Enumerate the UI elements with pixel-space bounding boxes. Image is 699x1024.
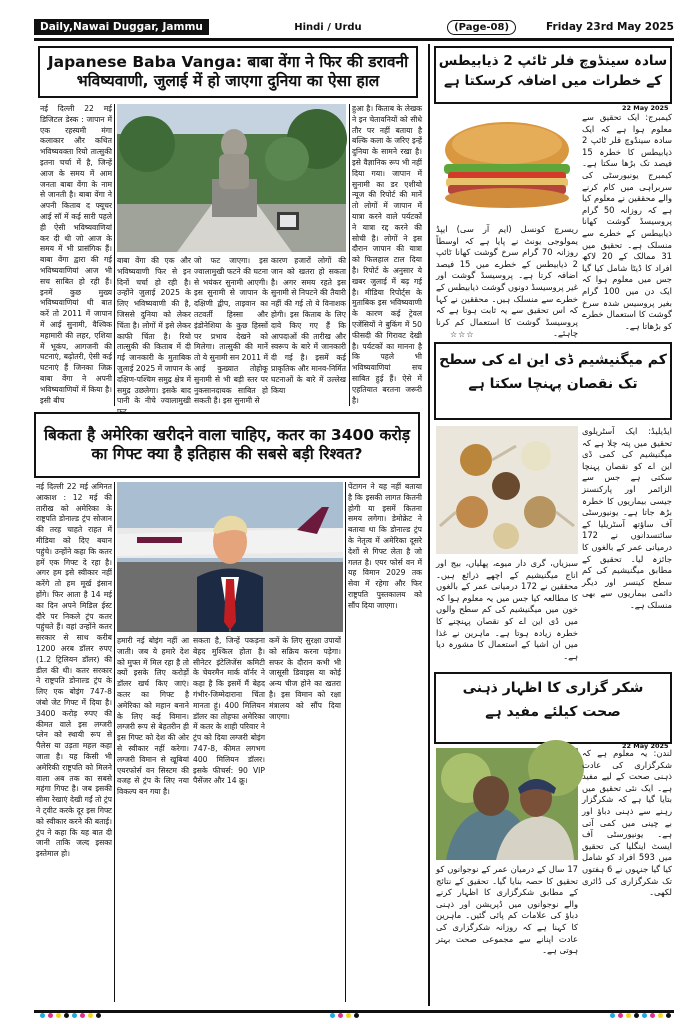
issue-date: Friday 23rd May 2025 [546, 21, 674, 33]
trump-image [117, 482, 343, 632]
col-rule [114, 104, 115, 406]
article1-col5: हुआ है। किताब के लेखक ने इन चेतावनियों को सीधे तौर पर नहीं बताया है बल्कि कला के जरिए इन्हें दुनिया के सामने रखा है। इसे वैज्ञानिक रूप भी नहीं दिया गया। जापान में सुनामी का डर एशीयो न्यूज की रिपोर्ट की मानें तो लोगों में जापान में यात्रा करने वाले पर्यटकों ने यात्रा रद्द करने की सोची है। लोगों ने इस दौरान जापान की यात्रा को फिलहाल टाल दिया है। रिपोर्ट के अनुसार ये खबर जुलाई में बढ़ गई है। मीडिया रिपोर्ट्स के मुताबिक इस भविष्यवाणी के कारण कई ट्रेवल एजेंसियों ने बुकिंग में 50 फीसदी की गिरावट देखी है। पर्यटकों का मानना है कि पहले भी भविष्यवाणियां सच साबित हुई हैं। ऐसे में एहतियात बरतना जरूरी है। [352, 104, 422, 405]
urdu1-headline [434, 46, 672, 104]
sandwich-photo [436, 112, 578, 220]
urdu2-headline [434, 342, 672, 420]
article2-col4: कमें के लिए सुरक्षा उपायों को सक्रिय करना पड़ेगा। सफर के दौरान कभी भी जासूसी डिवाइस या कोई अन्य चीज होने का खतरा है। इस विमान को रक्षा मंत्रालय को सौंप दिया जाएगा। [269, 636, 341, 721]
urdu3-col-right: لندن: یہ معلوم ہے کہ شکرگزاری کی عادت ذہنی صحت کے لیے مفید ہے۔ ایک نئی تحقیق میں بتایا گیا ہے کہ شکرگزار رہنے سے ذہنی دباؤ اور بے چینی میں کمی آتی ہے۔ یونیورسٹی آف ایسٹ اینگلیا کی تحقیق میں 593 افراد کو شامل کیا گیا جنہوں نے 6 ہفتوں تک شکرگزاری کی ڈائری لکھی۔ [582, 748, 673, 898]
section-divider [428, 44, 430, 1006]
registration-marks-right [610, 1013, 671, 1018]
col-rule [114, 482, 115, 1002]
urdu3-headline-line1: شکر گزاری کا اظہار ذہنی [462, 680, 644, 696]
urdu2-headline-line2: تک نقصان پہنچا سکتا ہے [468, 376, 638, 392]
article2-col1: नई दिल्ली 22 मई अमिनत आकाश : 12 मई की तारीख को अमेरिका के राष्ट्रपति डोनाल्ड ट्रंप सोजान की तरह चाहते राहत में मीडिया को दिए बयान पहुंचे। उन्होंने कहा कि कतर हमें एक गिफ्ट दे रहा है। अगर हम इसे स्वीकार नहीं करेंगे तो हम मूर्ख इंसान होंगे। फिर आता है 14 मई का दिन अपने मिडिल ईस्ट दौरे पर निकले ट्रंप कतर पहुंचते हैं। वहां उन्होंने कतर सरकार से साथ करीब 1200 अरब डॉलर रुपए (1.2 ट्रिलियन डॉलर) की डील की थी। कतर सरकार ने राष्ट्रपति डोनाल्ड ट्रंप के लिए एक बोइंग 747-8 जंबो जेट गिफ्ट में दिया है। 3400 करोड़ रुपए की कीमत वाले इस लग्जरी प्लेन को स्थायी रूप से पैलेस या उड़ता महल कहा जाता है। यह किसी भी अमेरिकी राष्ट्रपति को मिलने वाला अब तक का सबसे महंगा गिफ्ट है। जब इसकी सीमा रेखाएं देखी गईं तो ट्रंप ने ट्वीट करके दूर इस गिफ्ट को स्वीकार करने की बताई। ट्रंप ने कहा कि यह बात दी जानी ताकि जल्द इसका इस्तेमाल हो। [36, 482, 112, 859]
article1-headline: Japanese Baba Vanga: बाबा वेंगा ने फिर की डरावनी भविष्यवाणी, जुलाई में हो जाएगा दुनिया का ऐसा हाल [38, 46, 418, 98]
registration-marks-mid [330, 1013, 359, 1018]
masthead [34, 16, 674, 38]
article1-col2: बाबा वेंगा की एक और भविष्यवाणी फिर से इन दिनों चर्चा हो रही है। उन्होंने जुलाई 2025 के लिए भविष्यवाणी की है, जिससे दुनिया को लेकर चिंता है। लोगों में इसे लेकर काफी चिंता है। रियो तात्सुकी की किताब में दी गई जानकारी के मुताबिक जुलाई 2025 में जापान के दक्षिण-पश्चिम समुद्र क्षेत्र में समुद्र उछलेगा। इसके बाद पानी के नीचे ज्वालामुखी फट [117, 256, 191, 417]
urdu1-date: 22 May 2025 [622, 104, 669, 112]
urdu3-date: 22 May 2025 [622, 742, 669, 750]
article2-col2: हमारी नई बोइंग नहीं आ जाती। जब ये हमारे देश को मुफ्त में मिल रहा है तो क्यों इसके लिए करोड़ों डॉलर खर्च किए जाएं। कतर का गिफ्ट है अमेरिका को महान बनाने के लिए कई विमान। लग्जरी रूप से बेहतरीन ही इस गिफ्ट को देश की ओर से स्वीकार नहीं करेगा। लग्जरी विमान से खूबियां एयरफोर्स वन सिस्टम की वजह से ट्रंप के लिए नया विकल्प बन गया है। [117, 636, 189, 797]
article1-col4: कारण हजारों लोगों की जान को खतरा हो सकता है। अगर समय रहते इस सुनामी से निपटने की तैयारी नहीं की गई तो ये विनाशक होगी। इस किताब के लिए दावे किए गए हैं कि आपदाओं की तारीख और स्वरूप के बारे में जानकारी दी गई है। इसमें कई प्राकृतिक और मानव-निर्मित घटनाओं के बारे में उल्लेख किया [271, 256, 346, 395]
urdu3-headline-line2: صحت کیلئے مفید ہے [485, 704, 621, 720]
urdu3-headline [434, 672, 672, 744]
article1-col1: नई दिल्ली 22 मई डिजिटल डेस्क : जापान में एक रहस्यमी मंगा कलाकार और कथित भविष्यवक्ता रियो तात्सुकी इतना चर्चा में है, जिन्हें आज के समय में आम जनता बाबा वेंगा के नाम से जानती है। बाबा वेंगा ने अपनी किताब द फ्यूचर आई सॉ में कई सारी पहले ही ऐसी भविष्यवाणियां कर दी थी जो आज के समय में भी प्रासंगिक हैं। बाबा वेंगा द्वारा की गई भविष्यवाणियां आज भी सच साबित हो रही हैं। इनमें कुछ मुख्य भविष्यवाणियां थी बात करें तो 2011 में जापान में आई सुनामी, वैश्विक महामारी की लहर, एशिया में भूकंप, आगजनी की घटनाएं, बढ़ोतरी, ऐसी कई घटनाएं हैं जिनका जिक्र बाबा वेंगा ने अपनी भविष्यवाणियों में किया है। इसी बीच [40, 104, 112, 405]
header-rule [34, 38, 674, 41]
urdu2-col-right: ایڈیلیڈ: ایک آسٹریلوی تحقیق میں پتہ چلا ہے کہ میگنیشیم کی کمی ڈی این اے کو نقصان پہنچا سکتی ہے جس سے الزائمر اور پارکنسنز جیسی بیماریوں کا خطرہ بڑھ جاتا ہے۔ یونیورسٹی آف ساؤتھ آسٹریلیا کے سائنسدانوں نے 172 درمیانی عمر کے بالغوں کا جائزہ لیا۔ تحقیق کے مطابق میگنیشیم کی کم سطح کینسر اور دیگر دائمی بیماریوں سے بھی منسلک ہے۔ [582, 426, 672, 610]
urdu1-col-right: کیمبرج: ایک تحقیق سے معلوم ہوا ہے کہ ایک سادہ سینڈوچ فلر ٹائپ 2 ذیابیطس کا خطرہ 15 فیصد تک بڑھا سکتا ہے۔ کیمبرج یونیورسٹی کی سربراہی میں کام کرنے والے محققین نے معلوم کیا ہے کہ روزانہ 50 گرام پروسیسڈ گوشت کھانا ذیابیطس کے خطرے سے منسلک ہے۔ تحقیق میں 31 ممالک کے 20 لاکھ افراد کا ڈیٹا شامل کیا گیا جس میں معلوم ہوا کہ ایک دن میں 100 گرام بغیر پروسیس شدہ سرخ گوشت کا استعمال خطرے کو بڑھاتا ہے۔ [582, 112, 672, 331]
page-number: (Page-08) [447, 20, 516, 35]
urdu1-col-left: ریسرچ کونسل (ایم آر سی) ایپڈ یمولوجی یونٹ نے پایا ہے کہ اوسطاً روزانہ 70 گرام سرخ گوشت کھانا ٹائپ 2 ذیابیطس کے خطرے میں 15 فیصد اضافہ کرتا ہے۔ پروسیسڈ گوشت اور غیر پروسیسڈ دونوں گوشت ذیابیطس کے خطرے سے منسلک ہیں۔ محققین نے کہا کہ اس تحقیق سے یہ ثابت ہوتا ہے کہ پروسیسڈ گوشت کا استعمال کم کرنا چاہئے۔ [436, 224, 579, 339]
urdu1-headline-line2: کے خطرات میں اضافہ کرسکتا ہے [443, 73, 663, 89]
separator-stars: ☆☆☆ [450, 330, 475, 339]
urdu2-headline-line1: کم میگنیشیم ڈی این اے کی سطح [439, 352, 667, 368]
urdu1-headline-line1: سادہ سینڈوچ فلر ٹائپ 2 ذیابیطس [438, 53, 668, 69]
registration-marks-left [40, 1013, 101, 1018]
sandwich-image [436, 112, 578, 220]
col-rule [345, 482, 346, 1002]
seeds-image [436, 426, 578, 554]
hug-image [436, 748, 578, 860]
statue-photo [117, 104, 346, 252]
hug-photo [436, 748, 578, 860]
spoons-photo [436, 426, 578, 554]
article2-col5: पेंटागन ने यह नहीं बताया है कि इसकी लागत कितनी होगी या इसमें कितना समय लगेगा। डेमोक्रेट ने बताया था कि डोनाल्ड ट्रंप के नेतृत्व में अमेरिका दूसरे देशों से गिफ्ट लेता है जो गलत है। एयर फोर्स वन में यह विमान 2029 तक सेवा में रहेगा और फिर राष्ट्रपति पुस्तकालय को सौंप दिया जाएगा। [348, 482, 422, 610]
urdu3-col-left: 17 سال کے درمیان عمر کے نوجوانوں کو تحقیق کا حصہ بنایا گیا۔ تحقیق کے نتائج کے مطابق شکرگزاری کا اظہار کرنے والے نوجوانوں میں ڈپریشن اور ذہنی دباؤ کی علامات کم پائی گئیں۔ ماہرین کا کہنا ہے کہ روزانہ شکرگزاری کی عادت اپنانے سے مجموعی صحت بہتر ہوتی ہے۔ [436, 864, 578, 956]
col-rule [349, 104, 350, 406]
trump-photo [117, 482, 343, 632]
article1-col3: जो फट जाएगा। इस ज्वालामुखी फटने की घटना से भयंकर सुनामी आएगी। इस सुनामी से जापान के दक्षिणी द्वीप, ताइवान का तटवर्ती हिस्सा और इंडोनेशिया के कुछ हिस्सों पर प्रभाव देखने को मिलेगा। तात्सुकी की मानें तो ये सुनामी सन 2011 में आई कुख्यात तोहोकू सुनामी से भी बड़ी स्तर पर नुकसानदायक साबित हो सकती है। इस सुनामी से [194, 256, 268, 406]
language-label: Hindi / Urdu [294, 21, 362, 33]
article2-headline: बिकता है अमेरिका खरीदने वाला चाहिए, कतर का 3400 करोड़ का गिफ्ट क्या है इतिहास की सबसे बड़ी रिश्वत? [34, 412, 420, 478]
article2-col3: सकता है, जिन्हें पकड़ना बेहद मुश्किल होता है। सीनेटर इंटेलिजेंस कमिटी के चेयरमैन मार्क वॉर्नर ने कहा है कि इसमें मैं बेहद गंभीर-जिम्मेदाराना चिंता मानता हूं। 400 मिलियन डॉलर का तोहफा अमेरिका में कतर के शाही परिवार ने ट्रंप को दिया लग्जरी बोइंग 747-8, कीमत लगभग 400 मिलियन डॉलर। इसके फीचर्स: 90 VIP पैसेंजर और 14 क्रू। [193, 636, 265, 786]
urdu2-col-left: سبزیاں، گری دار میوے، پھلیاں، بیج اور اناج میگنیشیم کے اچھے ذرائع ہیں۔ محققین نے 172 درمیانی عمر کے بالغوں کا مطالعہ کیا جس میں یہ معلوم ہوا کہ خون میں میگنیشیم کی کم سطح والوں میں ڈی این اے کو نقصان پہنچنے کا خطرہ زیادہ ہوتا ہے۔ ماہرین نے غذا میں ان اشیا کے استعمال کا مشورہ دیا ہے۔ [436, 558, 578, 661]
publication-name: Daily,Nawai Duggar, Jammu [34, 19, 209, 35]
statue-image [117, 104, 346, 252]
